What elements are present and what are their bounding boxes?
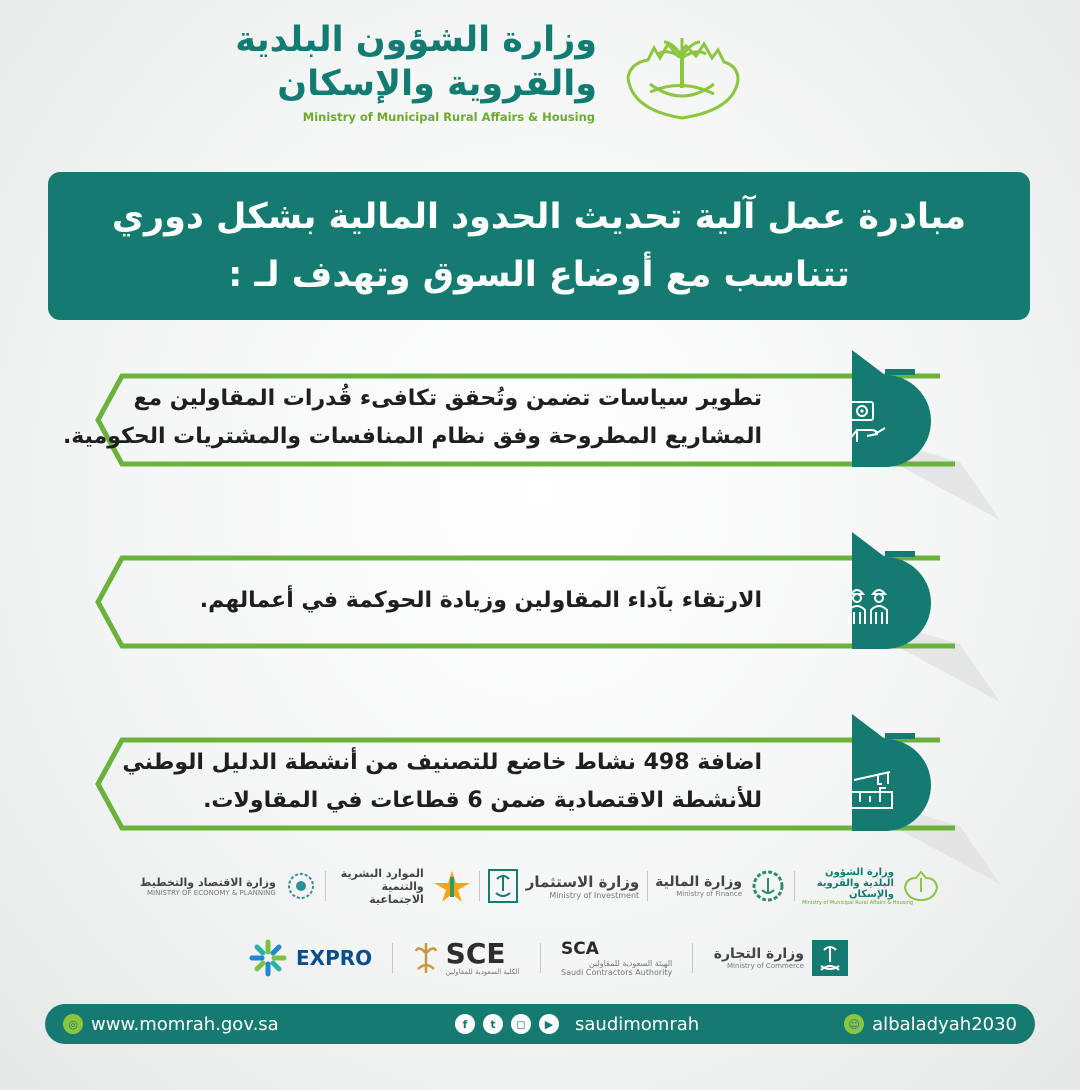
twitter-icon[interactable]: t: [483, 1014, 503, 1034]
sce-palm-logo-icon: [414, 941, 438, 975]
separator: [692, 943, 693, 973]
goal-card-1: [0, 350, 1080, 540]
partner-momrah: وزارة الشؤون البلدية والقروية والإسكان Ministry of Municipal Rural Affairs & Housing: [802, 867, 940, 906]
partner-logos-row-1: [140, 860, 940, 912]
separator: [794, 871, 795, 901]
partner-hr: الموارد البشرية والتنمية الاجتماعية: [334, 867, 472, 906]
title-banner: [48, 172, 1030, 320]
separator: [540, 943, 541, 973]
separator: [325, 871, 326, 901]
footer-snapchat[interactable]: [844, 1004, 1017, 1044]
partner-commerce: وزارة التجارة Ministry of Commerce: [714, 940, 848, 976]
saudi-emblem-icon: [488, 869, 518, 903]
footer-social: [455, 1004, 699, 1044]
snapchat-icon: ☺: [844, 1014, 864, 1034]
construction-icon: [848, 766, 898, 812]
globe-icon: ◎: [63, 1014, 83, 1034]
ministry-emblem-logo: [620, 18, 745, 128]
partner-sce: SCE الكلية السعودية للمقاولين: [414, 940, 520, 976]
ministry-name-ar-line2: والقروية والإسكان: [277, 64, 597, 104]
separator: [479, 871, 480, 901]
momrah-small-logo-icon: [902, 870, 940, 902]
title-line-1: مبادرة عمل آلية تحديث الحدود المالية بشكل دوري: [111, 197, 967, 237]
social-handle[interactable]: saudimomrah: [575, 1013, 700, 1035]
footer-bar: [45, 1004, 1035, 1044]
goal-card-2-frame: [0, 532, 1080, 722]
commerce-emblem-icon: [812, 940, 848, 976]
expro-star-logo-icon: [248, 938, 288, 978]
partner-investment: وزارة الاستثمار Ministry of Investment: [488, 869, 639, 903]
economy-planning-logo-icon: [284, 869, 318, 903]
ministry-name-ar-line1: وزارة الشؤون البلدية: [235, 20, 597, 60]
footer-website[interactable]: [63, 1004, 279, 1044]
partner-finance: وزارة المالية Ministry of Finance: [655, 868, 786, 904]
goal-1-line-2: المشاريع المطروحة وفق نظام المنافسات والمشتريات الحكومية.: [62, 424, 762, 449]
facebook-icon[interactable]: f: [455, 1014, 475, 1034]
website-url[interactable]: www.momrah.gov.sa: [91, 1013, 279, 1035]
partner-sca: SCA الهيئة السعودية للمقاولين Saudi Contractors Authority: [561, 939, 673, 977]
hr-star-logo-icon: [432, 869, 472, 903]
partner-logos-row-2: [248, 932, 848, 984]
ministry-name-en: Ministry of Municipal Rural Affairs & Housing: [302, 110, 595, 124]
goal-2-line-1: الارتقاء بآداء المقاولين وزيادة الحوكمة في أعمالهم.: [199, 588, 762, 613]
goal-3-line-1: اضافة 498 نشاط خاضع للتصنيف من أنشطة الدليل الوطني: [122, 750, 762, 775]
goal-card-2: [0, 532, 1080, 722]
goal-3-line-2: للأنشطة الاقتصادية ضمن 6 قطاعات في المقاولات.: [203, 788, 762, 813]
gear-hand-icon: [845, 400, 889, 446]
separator: [392, 943, 393, 973]
workers-icon: [846, 582, 892, 628]
partner-expro: EXPRO: [248, 938, 372, 978]
title-line-2: تتناسب مع أوضاع السوق وتهدف لـ :: [228, 255, 850, 295]
snap-handle[interactable]: albaladyah2030: [872, 1013, 1017, 1035]
goal-1-line-1: تطوير سياسات تضمن وتُحقق تكافىء قُدرات المقاولين مع: [133, 386, 762, 411]
instagram-icon[interactable]: ◻: [511, 1014, 531, 1034]
separator: [647, 871, 648, 901]
youtube-icon[interactable]: ▶: [539, 1014, 559, 1034]
partner-economy-planning: وزارة الاقتصاد والتخطيط MINISTRY OF ECONOMY & PLANNING: [140, 869, 318, 903]
finance-logo-icon: [750, 868, 786, 904]
